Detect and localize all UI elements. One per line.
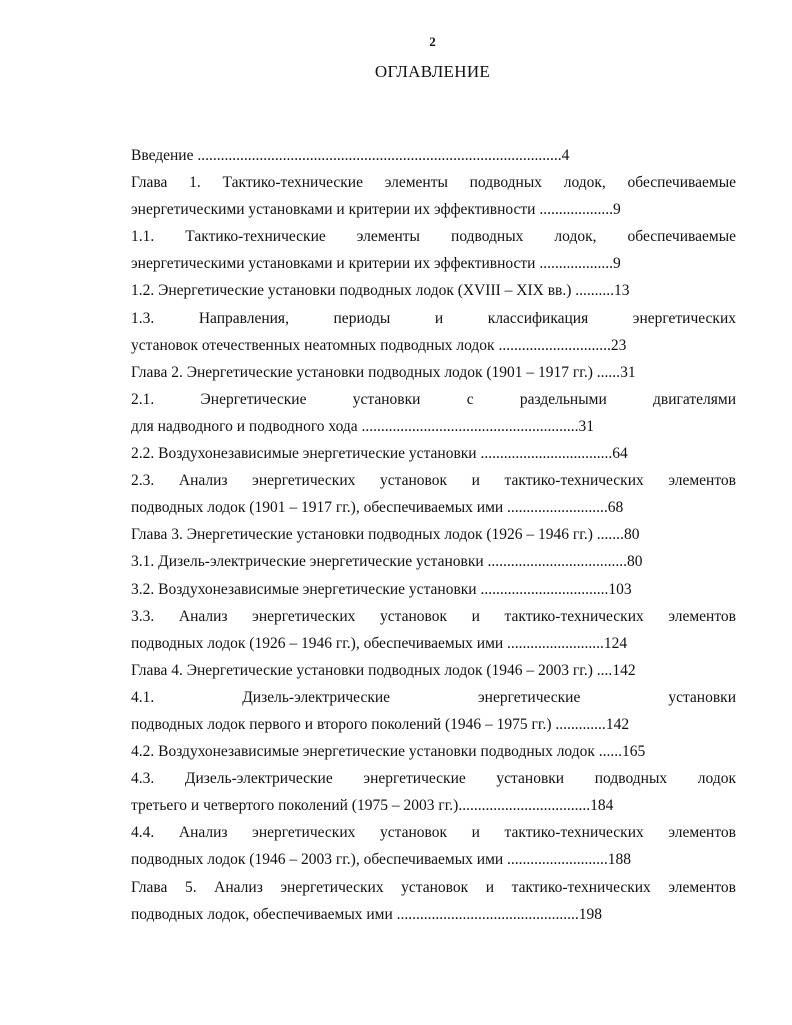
toc-line: Глава 1. Тактико-технические элементы подводных лодок, обеспечиваемые [131, 174, 736, 192]
toc-page-number: 142 [612, 661, 636, 679]
toc-line [131, 548, 736, 575]
page-title: ОГЛАВЛЕНИЕ [374, 62, 491, 81]
toc-page-number: 188 [607, 851, 632, 869]
toc-line [131, 657, 736, 684]
toc-line: 4.1. Дизель-электрические энергетические установки [131, 688, 736, 706]
toc-line [131, 440, 736, 467]
toc-entry-text: Глава 4. Энергетические установки подводных лодок (1946 – 2003 гг.) .... [131, 661, 613, 679]
toc-line [131, 413, 736, 440]
toc-line [131, 630, 736, 657]
toc-line: 4.3. Дизель-электрические энергетические установки подводных лодок [131, 770, 736, 788]
toc-page-number: 13 [614, 282, 630, 300]
toc-page-number: 64 [612, 445, 628, 463]
toc-entry-text: подводных лодок первого и второго поколений (1946 – 1975 гг.) ............. [131, 715, 606, 733]
toc-page-number: 184 [590, 797, 614, 815]
toc-line: 1.1. Тактико-технические элементы подводных лодок, обеспечиваемые [131, 228, 736, 246]
toc-entry-text: подводных лодок, обеспечиваемых ими ............................................... [131, 905, 579, 923]
toc-page-number: 68 [607, 499, 624, 517]
toc-line [131, 277, 736, 304]
table-of-contents [131, 142, 736, 928]
toc-page-number: 4 [561, 147, 570, 164]
toc-line [131, 576, 736, 603]
toc-entry-text: 3.2. Воздухонезависимые энергетические установки ................................. [131, 580, 609, 598]
toc-line: 2.1. Энергетические установки с раздельными двигателями [131, 390, 736, 408]
toc-line [131, 738, 736, 765]
toc-entry-text: 4.2. Воздухонезависимые энергетические установки подводных лодок ...... [131, 743, 623, 761]
toc-page-number: 103 [608, 580, 632, 598]
toc-page-number: 198 [578, 905, 603, 923]
toc-entry-text: подводных лодок (1901 – 1917 гг.), обеспечиваемых ими .......................... [131, 499, 608, 517]
toc-line [131, 359, 736, 386]
toc-entry-text: Глава 3. Энергетические установки подводных лодок (1926 – 1946 гг.) ....... [131, 526, 624, 544]
toc-line [131, 846, 736, 873]
toc-entry-text: подводных лодок (1926 – 1946 гг.), обеспечиваемых ими ......................... [131, 634, 604, 652]
toc-page-number: 9 [612, 255, 621, 273]
toc-page-number: 31 [620, 363, 636, 381]
toc-line [131, 142, 736, 169]
toc-line [131, 792, 736, 819]
page-number: 2 [429, 34, 436, 49]
toc-entry-text: для надводного и подводного хода ........................................................ [131, 417, 579, 435]
toc-line [131, 196, 736, 223]
toc-entry-text: третьего и четвертого поколений (1975 – 2003 гг.).................................. [131, 797, 591, 815]
toc-entry-text: 3.1. Дизель-электрические энергетические установки .................................... [131, 553, 628, 571]
toc-entry-text: Введение .............................................................................................. [131, 147, 562, 164]
toc-line [131, 521, 736, 548]
toc-line: 1.3. Направления, периоды и классификация энергетических [131, 309, 736, 327]
toc-line: 2.3. Анализ энергетических установок и тактико-технических элементов [131, 472, 736, 490]
toc-line [131, 711, 736, 738]
toc-entry-text: энергетическими установками и критерии их эффективности ................... [131, 201, 613, 219]
toc-line [131, 901, 736, 928]
toc-page-number: 124 [603, 634, 628, 652]
toc-line: 3.3. Анализ энергетических установок и тактико-технических элементов [131, 607, 736, 625]
toc-entry-text: 2.2. Воздухонезависимые энергетические установки .................................. [131, 445, 613, 463]
toc-page-number: 23 [610, 336, 627, 354]
toc-line: 4.4. Анализ энергетических установок и тактико-технических элементов [131, 824, 736, 842]
toc-entry-text: установок отечественных неатомных подводных лодок ............................. [131, 336, 611, 354]
toc-entry-text: энергетическими установками и критерии их эффективности ................... [131, 255, 613, 273]
toc-page-number: 9 [612, 201, 621, 219]
toc-page-number: 80 [627, 553, 643, 571]
toc-entry-text: 1.2. Энергетические установки подводных лодок (XVIII – XIX вв.) .......... [131, 282, 614, 300]
toc-page-number: 80 [623, 526, 640, 544]
toc-line: Глава 5. Анализ энергетических установок и тактико-технических элементов [131, 878, 736, 896]
toc-line [131, 250, 736, 277]
toc-entry-text: Глава 2. Энергетические установки подводных лодок (1901 – 1917 гг.) ...... [131, 363, 621, 381]
toc-line [131, 494, 736, 521]
toc-line [131, 332, 736, 359]
toc-page-number: 31 [578, 417, 595, 435]
toc-page-number: 165 [622, 743, 646, 761]
toc-page-number: 142 [605, 715, 630, 733]
toc-entry-text: подводных лодок (1946 – 2003 гг.), обеспечиваемых ими .......................... [131, 851, 608, 869]
